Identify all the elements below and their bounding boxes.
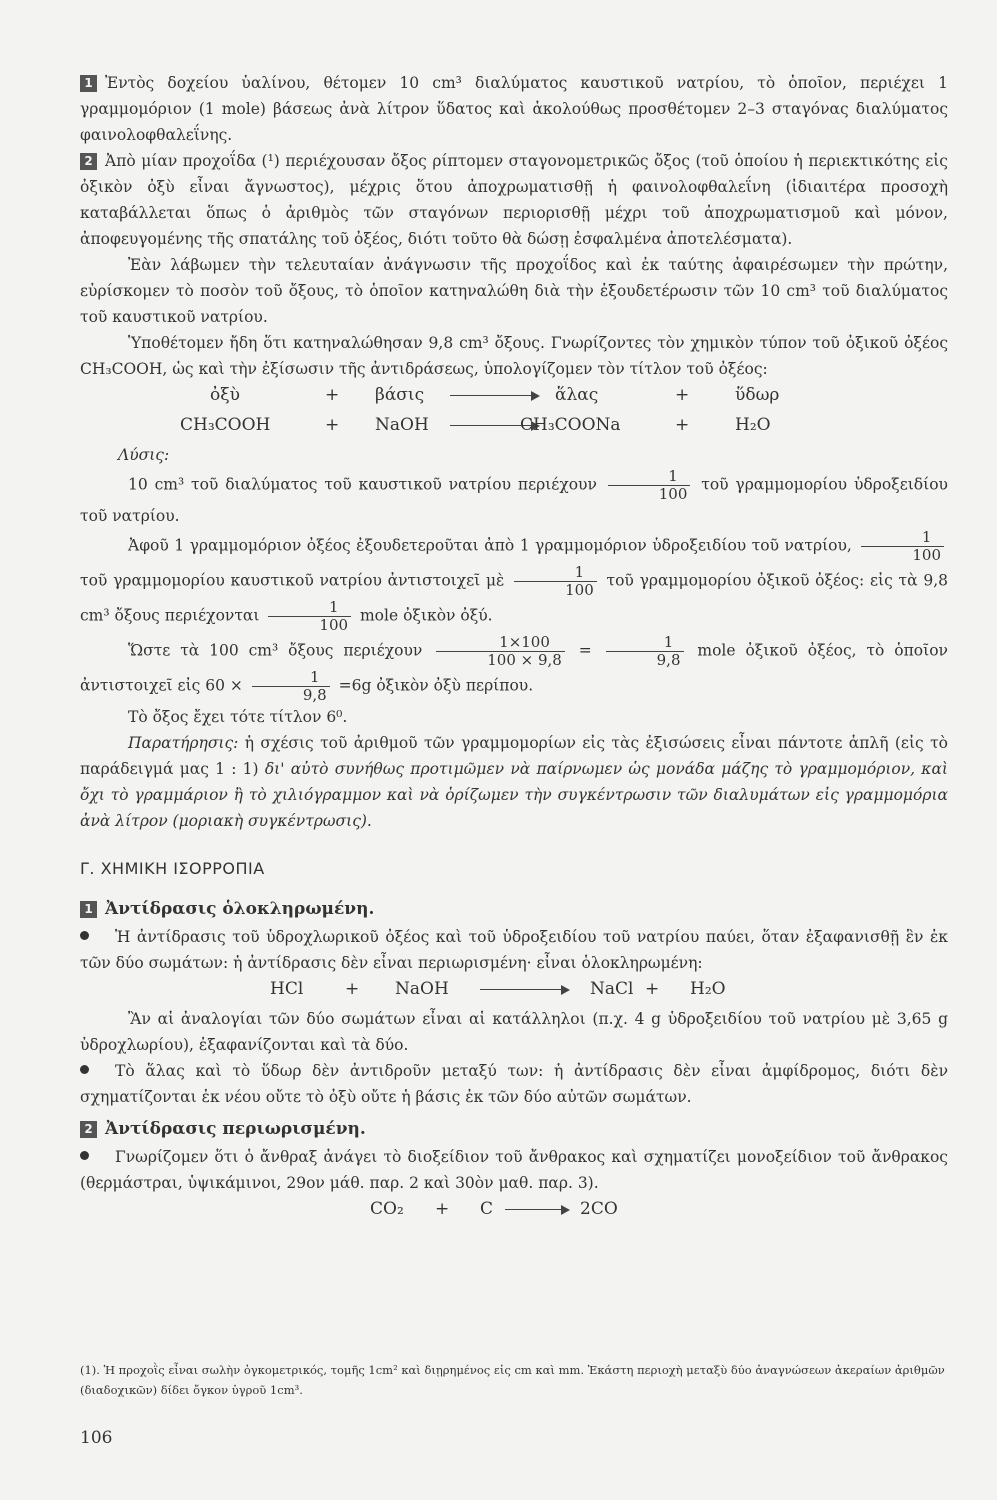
subheading-number-1: 1 <box>80 901 97 918</box>
bullet-paragraph-3: Γνωρίζομεν ὅτι ὁ ἄνθραξ ἀνάγει τὸ διοξείδιον τοῦ ἄνθρακος καὶ σχηματίζει μονοξείδιον τοῦ ἄνθρακος (θερμάστραι, ὑψικάμινοι, 29ον μάθ. παρ. 2 καὶ 30ὸν μαθ. παρ. 3). <box>80 1148 948 1192</box>
fraction: $\frac{1}{9,8}$ <box>606 634 684 669</box>
footnote: (1). Ἡ προχοῒς εἶναι σωλὴν ὀγκομετρικός, τομῆς 1cm² καὶ διῃρημένος εἰς cm καὶ mm. Ἑκάστη περιοχὴ μεταξὺ δύο ἀναγνώσεων ἀκεραίων ἀριθμῶν (διαδοχικῶν) δίδει ὄγκον ὑγροῦ 1cm³. <box>80 1363 945 1397</box>
fraction: $\frac{1}{9,8}$ <box>252 669 330 704</box>
paragraph-1: 1 Ἐντὸς δοχείου ὑαλίνου, θέτομεν 10 cm³ διαλύματος καυστικοῦ νατρίου, τὸ ὁποῖον, περιέχει 1 γραμμομόριον (1 mole) βάσεως ἀνὰ λίτρον ὕδατος καὶ ἀκολούθως προσθέτομεν 2–3 σταγόνας διαλύματος φαινολοφθαλεΐνης. <box>80 74 948 144</box>
equation-co2: CO₂ + C 2CO <box>370 1199 618 1219</box>
fraction: $\frac{1}{100}$ <box>608 468 691 503</box>
paragraph-6: Ἀφοῦ 1 γραμμομόριον ὀξέος ἐξουδετεροῦται ἀπὸ 1 γραμμομόριον ὑδροξειδίου τοῦ νατρίου, $\frac{1}{100}$ τοῦ γραμμομορίου καυστικοῦ νατρίου ἀντιστοιχεῖ μὲ $\frac{1}{100}$ τοῦ γραμμομορίου ὀξικοῦ ὀξέος: εἰς τὰ 9,8 cm³ ὄξους περιέχονται $\frac{1}{100}$ mole ὀξικὸν ὀξύ. <box>80 528 948 634</box>
page-body <box>80 70 948 1226</box>
fraction: $\frac{1\times 100}{100 \times 9,8}$ <box>436 634 565 669</box>
bullet-icon <box>80 1151 89 1160</box>
section-heading: Γ. ΧΗΜΙΚΗ ΙΣΟΡΡΟΠΙΑ <box>80 859 265 878</box>
reaction-arrow-icon <box>450 391 540 401</box>
subheading-1: 1 Ἀντίδρασις ὁλοκληρωμένη. <box>80 896 948 922</box>
reaction-arrow-icon <box>505 1205 570 1215</box>
paragraph-5: 10 cm³ τοῦ διαλύματος τοῦ καυστικοῦ νατρίου περιέχουν $\frac{1}{100}$ τοῦ γραμμομορίου ὑδροξειδίου τοῦ νατρίου. <box>80 467 948 525</box>
paragraph-7: Ὥστε τὰ 100 cm³ ὄξους περιέχουν $\frac{1\times 100}{100 \times 9,8}$ = $\frac{1}{9,8}$ mole ὀξικοῦ ὀξέος, τὸ ὁποῖον ἀντιστοιχεῖ εἰς 60 × $\frac{1}{9,8}$ =6g ὀξικὸν ὀξὺ περίπου. <box>80 633 948 704</box>
paragraph-3: Ἐὰν λάβωμεν τὴν τελευταίαν ἀνάγνωσιν τῆς προχοΐδος καὶ ἐκ ταύτης ἀφαιρέσωμεν τὴν πρώτην, εὑρίσκομεν τὸ ποσὸν τοῦ ὄξους, τὸ ὁποῖον κατηναλώθη διὰ τὴν ἐξουδετέρωσιν τῶν 10 cm³ τοῦ διαλύματος τοῦ καυστικοῦ νατρίου. <box>80 256 948 326</box>
solution-label: Λύσις: <box>118 446 170 464</box>
step-number-2: 2 <box>80 153 97 170</box>
page-number: 106 <box>80 1428 113 1448</box>
paragraph-10: Ἂν αἱ ἀναλογίαι τῶν δύο σωμάτων εἶναι αἱ κατάλληλοι (π.χ. 4 g ὑδροξειδίου τοῦ νατρίου μὲ 3,65 g ὑδροχλωρίου), ἐξαφανίζονται καὶ τὰ δύο. <box>80 1010 948 1054</box>
equation-formula-acetic: CH₃COOH + NaOH CH₃COONa + H₂O <box>180 415 771 435</box>
fraction: $\frac{1}{100}$ <box>861 529 944 564</box>
paragraph-remark: Παρατήρησις: ἡ σχέσις τοῦ ἀριθμοῦ τῶν γραμμομορίων εἰς τὰς ἐξισώσεις εἶναι πάντοτε ἁπλῆ (εἰς τὸ παράδειγμά μας 1 : 1) δι' αὐτὸ συνήθως προτιμῶμεν νὰ παίρνωμεν ὡς μονάδα μάζης τὸ γραμμομόριον, καὶ ὄχι τὸ γραμμάριον ἢ τὸ χιλιόγραμμον καὶ νὰ ὁρίζωμεν τὴν συγκέντρωσιν τῶν διαλυμάτων εἰς γραμμομόρια ἀνὰ λίτρον (μοριακὴ συγκέντρωσις). <box>80 734 949 830</box>
subheading-2: 2 Ἀντίδρασις περιωρισμένη. <box>80 1116 948 1142</box>
bullet-paragraph-2: Τὸ ἅλας καὶ τὸ ὕδωρ δὲν ἀντιδροῦν μεταξύ των: ἡ ἀντίδρασις δὲν εἶναι ἀμφίδρομος, διότι δὲν σχηματίζονται ἐκ νέου οὔτε τὸ ὀξὺ οὔτε ἡ βάσις ἐκ τῶν δύο αὐτῶν σωμάτων. <box>80 1062 948 1106</box>
equation-hcl: HCl + NaOH NaCl + H₂O <box>270 979 726 999</box>
paragraph-4: Ὑποθέτομεν ἤδη ὅτι κατηναλώθησαν 9,8 cm³ ὄξους. Γνωρίζοντες τὸν χημικὸν τύπον τοῦ ὀξικοῦ ὀξέος CH₃COOH, ὡς καὶ τὴν ἐξίσωσιν τῆς ἀντιδράσεως, ὑπολογίζομεν τὸν τίτλον τοῦ ὀξέος: <box>80 334 948 378</box>
bullet-paragraph-1: Ἡ ἀντίδρασις τοῦ ὑδροχλωρικοῦ ὀξέος καὶ τοῦ ὑδροξειδίου τοῦ νατρίου παύει, ὅταν ἐξαφανισθῇ ἓν ἐκ τῶν δύο σωμάτων: ἡ ἀντίδρασις δὲν εἶναι περιωρισμένη· εἶναι ὁλοκληρωμένη: <box>80 928 948 972</box>
paragraph-2: 2 Ἀπὸ μίαν προχοΐδα (¹) περιέχουσαν ὄξος ρίπτομεν σταγονομετρικῶς ὄξος (τοῦ ὁποίου ἡ περιεκτικότης εἰς ὀξικὸν ὀξὺ εἶναι ἄγνωστος), μέχρις ὅτου ἀποχρωματισθῇ ἡ φαινολοφθαλεΐνη (ἰδιαιτέρα προσοχὴ καταβάλλεται ὅπως ὁ ἀριθμὸς τῶν σταγόνων περιορισθῇ μέχρι τοῦ ἀποχρωματισμοῦ καὶ μόνον, ἀποφευγομένης τῆς σπατάλης τοῦ ὀξέος, διότι τοῦτο θὰ δώσῃ ἐσφαλμένα ἀποτελέσματα). <box>80 152 948 248</box>
paragraph-8: Τὸ ὄξος ἔχει τότε τίτλον 6⁰. <box>128 708 348 726</box>
equation-words: ὀξὺ + βάσις ἅλας + ὕδωρ <box>210 385 780 405</box>
reaction-arrow-icon <box>480 985 570 995</box>
fraction: $\frac{1}{100}$ <box>268 599 351 634</box>
step-number-1: 1 <box>80 75 97 92</box>
fraction: $\frac{1}{100}$ <box>514 564 597 599</box>
remark-label: Παρατήρησις: <box>128 734 239 752</box>
subheading-number-2: 2 <box>80 1121 97 1138</box>
bullet-icon <box>80 1065 89 1074</box>
bullet-icon <box>80 931 89 940</box>
